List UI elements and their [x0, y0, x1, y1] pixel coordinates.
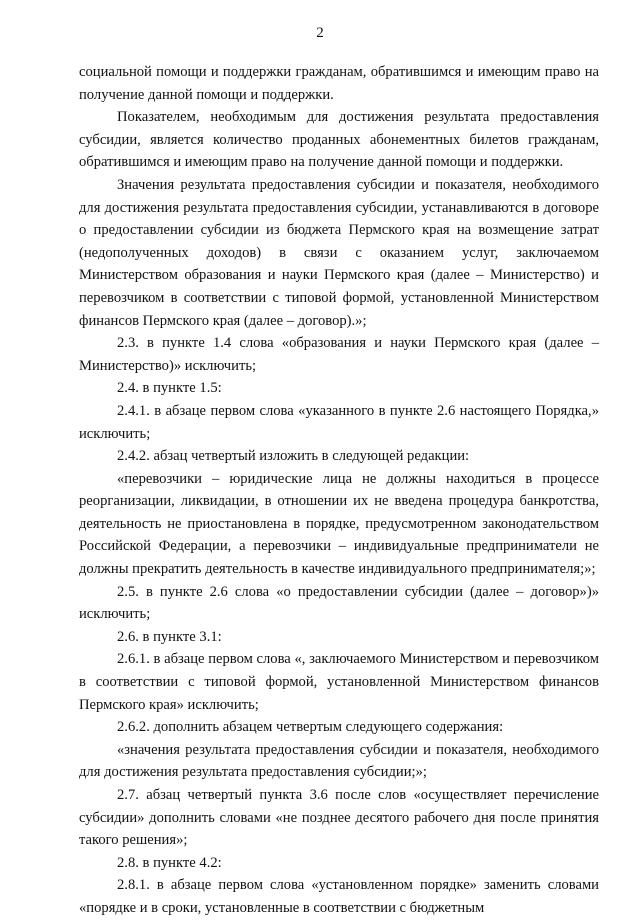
paragraph-item-2-4-1: 2.4.1. в абзаце первом слова «указанного в пункте 2.6 настоящего Порядка,» исключить;	[79, 402, 599, 442]
paragraph-continuation: социальной помощи и поддержки гражданам, обратившимся и имеющим право на получение данной помощи и поддержки.	[79, 64, 599, 103]
paragraph-item-2-4: 2.4. в пункте 1.5:	[117, 380, 222, 397]
paragraph-item-2-6-1: 2.6.1. в абзаце первом слова «, заключаемого Министерством и перевозчиком в соответствии с типовой формой, установленной Министерством финансов Пермского края» исключить;	[79, 651, 599, 713]
paragraph-indicator: Показателем, необходимым для достижения результата предоставления субсидии, является количество проданных абонементных билетов гражданам, обратившимся и имеющим право на получение данной помощи и поддержки.	[79, 109, 599, 171]
paragraph-item-2-6: 2.6. в пункте 3.1:	[117, 628, 222, 645]
paragraph-item-2-6-2: 2.6.2. дополнить абзацем четвертым следующего содержания:	[117, 719, 504, 736]
paragraph-item-2-5: 2.5. в пункте 2.6 слова «о предоставлении субсидии (далее – договор»)» исключить;	[79, 583, 599, 623]
paragraph-result-values: «значения результата предоставления субсидии и показателя, необходимого для достижения результата предоставления субсидии;»;	[79, 741, 599, 781]
document-body	[79, 61, 599, 920]
paragraph-item-2-8: 2.8. в пункте 4.2:	[117, 854, 222, 871]
paragraph-item-2-8-1: 2.8.1. в абзаце первом слова «установленном порядке» заменить словами «порядке и в сроки, установленные в соответствии с бюджетным	[79, 877, 599, 916]
paragraph-values: Значения результата предоставления субсидии и показателя, необходимого для достижения результата предоставления субсидии, устанавливаются в договоре о предоставлении субсидии из бюджета Пермского края на возмещение затрат (недополученных доходов) в связи с оказанием услуг, заключаемом Министерством образования и науки Пермского края (далее – Министерство) и перевозчиком в соответствии с типовой формой, установленной Министерством финансов Пермского края (далее – договор).»;	[79, 176, 599, 329]
paragraph-item-2-7: 2.7. абзац четвертый пункта 3.6 после слов «осуществляет перечисление субсидии» дополнить словами «не позднее десятого рабочего дня после принятия такого решения»;	[79, 787, 599, 849]
paragraph-item-2-4-2: 2.4.2. абзац четвертый изложить в следующей редакции:	[117, 448, 470, 465]
paragraph-carriers: «перевозчики – юридические лица не должны находиться в процессе реорганизации, ликвидации, в отношении их не введена процедура банкротства, деятельность не приостановлена в порядке, предусмотренном законодательством Российской Федерации, а перевозчики – индивидуальные предприниматели не должны прекратить деятельность в качестве индивидуального предпринимателя;»;	[79, 470, 599, 578]
paragraph-item-2-3: 2.3. в пункте 1.4 слова «образования и науки Пермского края (далее – Министерство)» исключить;	[79, 335, 599, 374]
page-number: 2	[316, 25, 324, 41]
